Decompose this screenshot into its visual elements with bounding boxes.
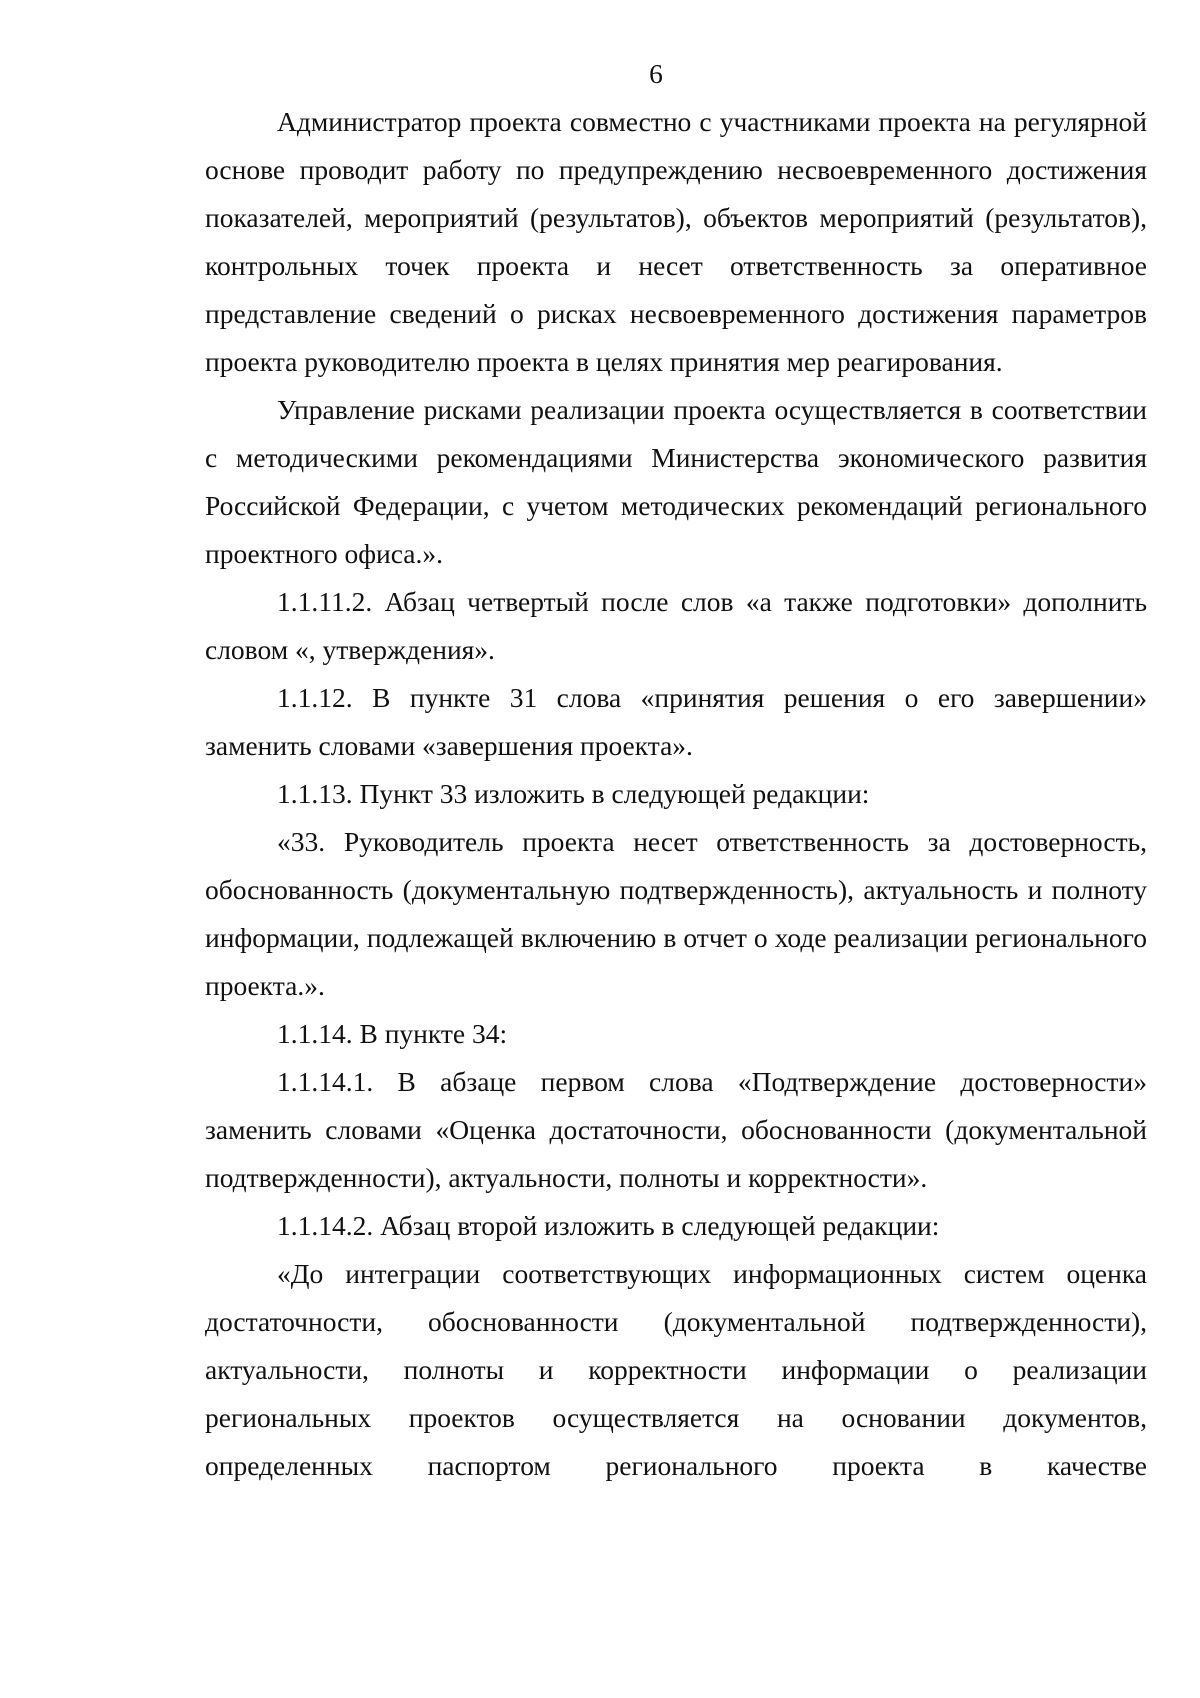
paragraph-1-1-11-2: 1.1.11.2. Абзац четвертый после слов «а также подготовки» дополнить словом «, утверждения». bbox=[205, 586, 1147, 665]
document-body bbox=[205, 98, 1147, 1490]
paragraph-project-administrator: Администратор проекта совместно с участниками проекта на регулярной основе проводит работу по предупреждению несвоевременного достижения показателей, мероприятий (результатов), объектов мероприятий (результатов), контрольных точек проекта и несет ответственность за оперативное представление сведений о рисках несвоевременного достижения параметров проекта руководителю проекта в целях принятия мер реагирования. bbox=[205, 106, 1147, 377]
paragraph-before-integration: «До интеграции соответствующих информационных систем оценка достаточности, обоснованности (документальной подтвержденности), актуальности, полноты и корректности информации о реализации региональных проектов осуществляется на основании документов, определенных паспортом регионального проекта в качестве bbox=[205, 1258, 1147, 1481]
paragraph-1-1-13: 1.1.13. Пункт 33 изложить в следующей редакции: bbox=[277, 778, 870, 809]
page-number: 6 bbox=[649, 58, 663, 89]
paragraph-1-1-14: 1.1.14. В пункте 34: bbox=[277, 1018, 508, 1049]
paragraph-1-1-14-2: 1.1.14.2. Абзац второй изложить в следующей редакции: bbox=[277, 1210, 940, 1241]
paragraph-risk-management: Управление рисками реализации проекта осуществляется в соответствии с методическими рекомендациями Министерства экономического развития Российской Федерации, с учетом методических рекомендаций регионального проектного офиса.». bbox=[205, 394, 1147, 569]
paragraph-item-33: «33. Руководитель проекта несет ответственность за достоверность, обоснованность (документальную подтвержденность), актуальность и полноту информации, подлежащей включению в отчет о ходе реализации регионального проекта.». bbox=[205, 826, 1147, 1001]
paragraph-1-1-12: 1.1.12. В пункте 31 слова «принятия решения о его завершении» заменить словами «завершения проекта». bbox=[205, 682, 1147, 761]
paragraph-1-1-14-1: 1.1.14.1. В абзаце первом слова «Подтверждение достоверности» заменить словами «Оценка достаточности, обоснованности (документальной подтвержденности), актуальности, полноты и корректности». bbox=[205, 1066, 1147, 1193]
